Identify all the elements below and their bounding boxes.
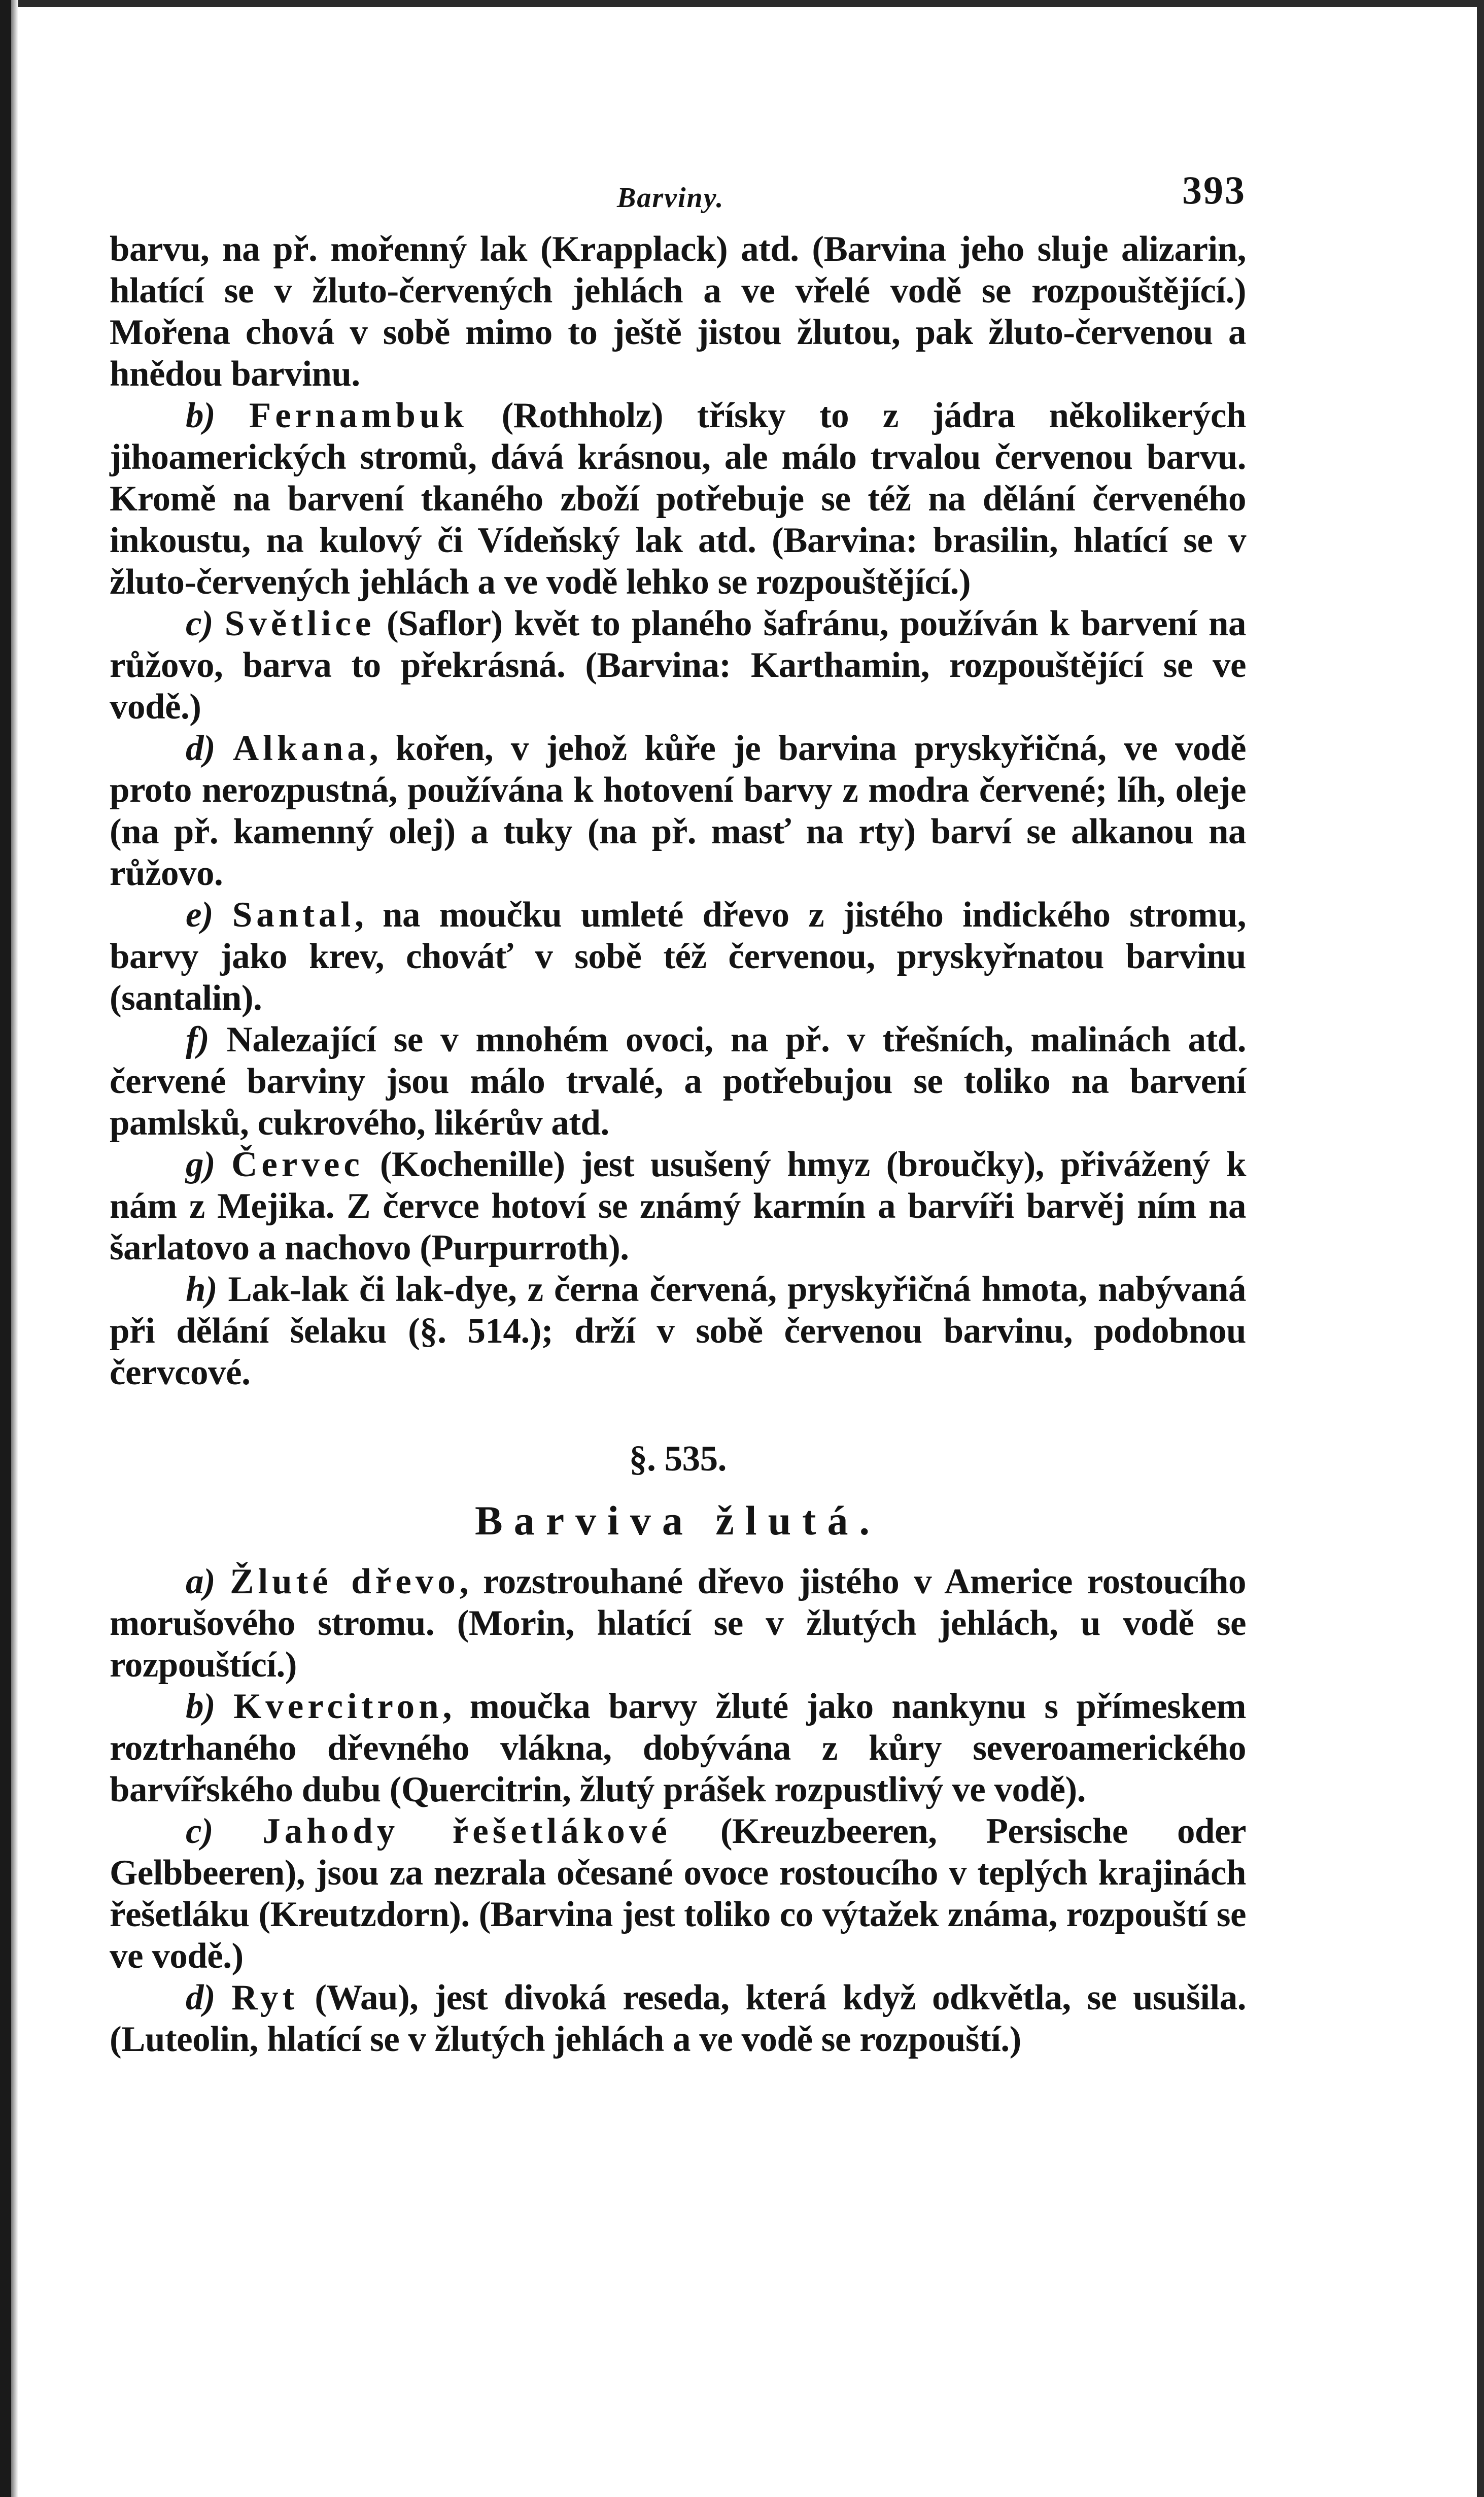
paragraph-text: Nalezající se v mnohém ovoci, na př. v třešních, malinách atd. červené barviny jsou málo trvalé, a potřebujou se toliko na barvení pamlsků, cukrového, likérův atd. <box>110 1020 1246 1143</box>
paragraph-f-ovoce <box>110 1019 1246 1144</box>
paragraph-c-jahody <box>110 1810 1246 1977</box>
scan-spine-gradient <box>11 0 18 2497</box>
scan-right-edge <box>1477 0 1484 2497</box>
item-label: g) <box>186 1145 216 1184</box>
paragraph-text: , rozstrouhané dřevo jistého v Americe rostoucího morušového stromu. (Morin, hlatící se v žlutých jehlách, u vodě se rozpouštící.) <box>110 1562 1247 1685</box>
item-label: d) <box>186 729 216 768</box>
item-label: e) <box>186 895 214 935</box>
paragraph-text: barvu, na př. mořenný lak (Krapplack) atd. (Barvina jeho sluje alizarin, hlatící se v žluto-červených jehlách a ve vřelé vodě se rozpouštějící.) Mořena chová v sobě mimo to ještě jistou žlutou, pak žluto-červenou a hnědou barvinu. <box>110 229 1246 394</box>
item-term: Alkana <box>232 729 369 768</box>
scan-spine-shadow <box>0 0 11 2497</box>
paragraph-text: (Wau), jest divoká reseda, která když odkvětla, se usušila. (Luteolin, hlatící se v žlutých jehlách a ve vodě se rozpouští.) <box>110 1978 1246 2059</box>
paragraph-text: (Kreuzbeeren, Persische oder Gelbbeeren), jsou za nezrala očesané ovoce rostoucího v teplých krajinách řešetláku (Kreutzdorn). (Barvina jest toliko co výtažek známa, rozpouští se ve vodě.) <box>110 1811 1246 1976</box>
paragraph-text: Lak-lak či lak-dye, z černa červená, pryskyřičná hmota, nabývaná při dělání šelaku (§. 514.); drží v sobě červenou barvinu, podobnou červcové. <box>110 1270 1246 1392</box>
paragraph-text: (Rothholz) třísky to z jádra několikerých jihoamerických stromů, dává krásnou, ale málo trvalou červenou barvu. Kromě na barvení tkaného zboží potřebuje se též na dělání červeného inkoustu, na kulový či Vídeňský lak atd. (Barvina: brasilin, hlatící se v žluto-červených jehlách a ve vodě lehko se rozpouštějící.) <box>110 396 1247 602</box>
item-label: d) <box>186 1978 216 2017</box>
item-term: Fernambuk <box>249 396 468 435</box>
paragraph-d-ryt <box>110 1977 1246 2060</box>
section-title: Barviva žlutá. <box>475 1497 881 1544</box>
paragraph-text: , moučka barvy žluté jako nankynu s přímeskem roztrhaného dřevného vlákna, dobývána z kůry severoamerického barvířského dubu (Quercitrin, žlutý prášek rozpustlivý ve vodě). <box>110 1687 1247 1809</box>
paragraph-g-cervec <box>110 1144 1246 1269</box>
item-term: Červec <box>231 1145 364 1184</box>
paragraph-continuation <box>110 228 1246 395</box>
page-number: 393 <box>1182 168 1246 212</box>
item-term: Ryt <box>231 1978 299 2017</box>
item-term: Žluté dřevo <box>230 1562 460 1601</box>
running-head <box>110 167 1246 228</box>
body-text <box>110 228 1246 2060</box>
item-label: a) <box>186 1562 216 1601</box>
item-term: Jahody řešetlákové <box>262 1811 671 1851</box>
item-term: Santal <box>232 895 355 935</box>
paragraph-b-fernambuk <box>110 395 1246 603</box>
item-term: Světlice <box>224 604 375 643</box>
paragraph-b-kvercitron <box>110 1686 1246 1810</box>
item-label: b) <box>186 396 216 435</box>
paragraph-text: (Kochenille) jest usušený hmyz (broučky), přivážený k nám z Mejika. Z červce hotoví se známý karmín a barvíři barvěj ním na šarlatovo a nachovo (Purpurroth). <box>110 1145 1247 1268</box>
section-number: §. 535. <box>629 1439 727 1479</box>
item-label: c) <box>186 604 214 643</box>
paragraph-a-zlute-drevo <box>110 1561 1246 1686</box>
paragraph-d-alkana <box>110 728 1246 894</box>
paragraph-h-lak <box>110 1269 1246 1393</box>
item-label: b) <box>186 1687 216 1726</box>
paragraph-text: (Saflor) květ to planého šafránu, používán k barvení na růžovo, barva to překrásná. (Barvina: Karthamin, rozpouštějící se ve vodě.) <box>110 604 1247 727</box>
item-label: c) <box>186 1811 214 1851</box>
item-label: h) <box>186 1270 218 1309</box>
paragraph-e-santal <box>110 894 1246 1019</box>
paragraph-c-svetlice <box>110 603 1246 728</box>
book-page <box>110 167 1246 2060</box>
paragraph-text: , na moučku umleté dřevo z jistého indického stromu, barvy jako krev, chováť v sobě též červenou, pryskyřnatou barvinu (santalin). <box>110 895 1246 1018</box>
scan-top-edge <box>0 0 1484 7</box>
running-title: Barviny. <box>617 182 724 214</box>
paragraph-text: , kořen, v jehož kůře je barvina pryskyřičná, ve vodě proto nerozpustná, používána k hotovení barvy z modra červené; líh, oleje (na př. kamenný olej) a tuky (na př. masť na rty) barví se alkanou na růžovo. <box>110 729 1247 893</box>
item-label: f) <box>186 1020 210 1059</box>
item-term: Kvercitron <box>233 1687 443 1726</box>
